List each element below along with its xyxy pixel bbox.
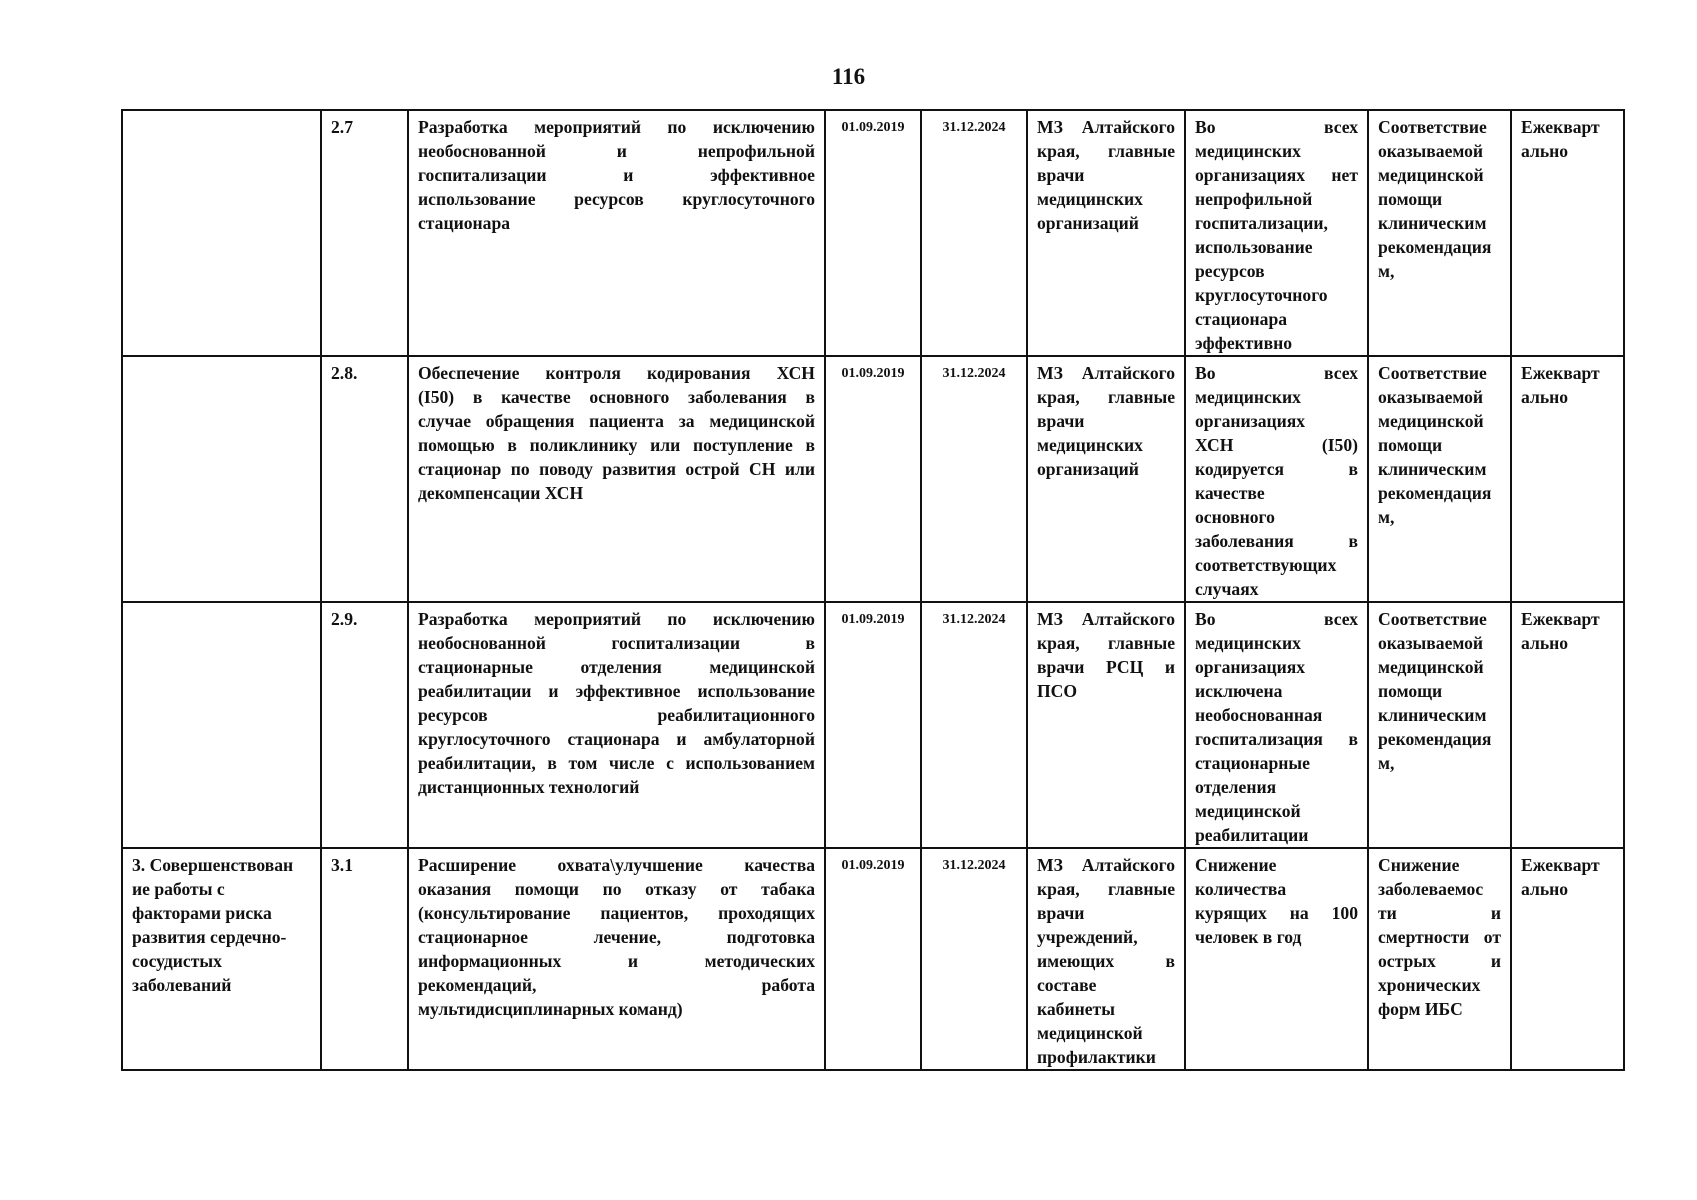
result-cell-line: заболевания в <box>1195 531 1358 551</box>
frequency-cell-line: ально <box>1521 141 1569 161</box>
responsible-cell-line: медицинской <box>1037 1023 1143 1043</box>
result-cell-line: реабилитации <box>1195 825 1309 845</box>
result-cell-line: использование <box>1195 237 1313 257</box>
end-date-cell: 31.12.2024 <box>921 110 1027 356</box>
responsible-cell-line: края, главные <box>1037 633 1175 653</box>
result-cell-line: непрофильной <box>1195 189 1313 209</box>
indicator-cell-line: рекомендация <box>1378 237 1492 257</box>
result-cell-line: стационара <box>1195 309 1288 329</box>
indicator-cell-line: оказываемой <box>1378 141 1484 161</box>
activity-cell-line: ресурсов реабилитационного <box>418 705 815 725</box>
result-cell-line: случаях <box>1195 579 1259 599</box>
indicator-cell-line: помощи <box>1378 681 1443 701</box>
responsible-cell-line: врачи РСЦ и <box>1037 657 1175 677</box>
result-cell-line: госпитализация в <box>1195 729 1358 749</box>
item-number-cell: 3.1 <box>321 848 408 1070</box>
responsible-cell-line: профилактики <box>1037 1047 1156 1067</box>
indicator-cell-line: Снижение <box>1378 855 1460 875</box>
section-cell <box>122 602 321 848</box>
responsible-cell-line: края, главные <box>1037 879 1175 899</box>
indicator-cell-line: Соответствие <box>1378 363 1487 383</box>
indicator-cell-line: медицинской <box>1378 411 1484 431</box>
section-cell-line: сосудистых <box>132 951 222 971</box>
end-date-cell: 31.12.2024 <box>921 356 1027 602</box>
indicator-cell-line: хронических <box>1378 975 1481 995</box>
responsible-cell <box>1027 848 1185 1070</box>
responsible-cell-line: кабинеты <box>1037 999 1115 1019</box>
start-date-cell: 01.09.2019 <box>825 848 921 1070</box>
start-date-cell: 01.09.2019 <box>825 602 921 848</box>
frequency-cell-line: Ежекварт <box>1521 609 1600 629</box>
indicator-cell-line: рекомендация <box>1378 729 1492 749</box>
activity-cell-line: Разработка мероприятий по исключению <box>418 609 815 629</box>
responsible-cell <box>1027 356 1185 602</box>
activity-cell-line: информационных и методических <box>418 951 815 971</box>
responsible-cell-line: медицинских <box>1037 435 1143 455</box>
indicator-cell <box>1368 848 1511 1070</box>
start-date-cell: 01.09.2019 <box>825 110 921 356</box>
activity-cell-line: госпитализации и эффективное <box>418 165 815 185</box>
result-cell-line: кодируется в <box>1195 459 1358 479</box>
activity-cell-line: помощью в поликлинику или поступление в <box>418 435 815 455</box>
activity-cell-line: Разработка мероприятий по исключению <box>418 117 815 137</box>
responsible-cell-line: врачи <box>1037 411 1085 431</box>
activity-cell <box>408 110 825 356</box>
activity-cell-line: мультидисциплинарных команд) <box>418 999 683 1019</box>
indicator-cell-line: смертности от <box>1378 927 1501 947</box>
result-cell-line: человек в год <box>1195 927 1302 947</box>
responsible-cell <box>1027 110 1185 356</box>
responsible-cell-line: края, главные <box>1037 387 1175 407</box>
activity-cell-line: (консультирование пациентов, проходящих <box>418 903 815 923</box>
plan-table <box>121 109 1625 1071</box>
activity-cell-line: необоснованной и непрофильной <box>418 141 815 161</box>
result-cell <box>1185 110 1368 356</box>
indicator-cell-line: Соответствие <box>1378 609 1487 629</box>
activity-cell-line: реабилитации и эффективное использование <box>418 681 815 701</box>
activity-cell-line: Обеспечение контроля кодирования ХСН <box>418 363 815 383</box>
section-cell <box>122 848 321 1070</box>
result-cell-line: курящих на 100 <box>1195 903 1358 923</box>
responsible-cell-line: имеющих в <box>1037 951 1175 971</box>
result-cell-line: соответствующих <box>1195 555 1337 575</box>
section-cell-line: 3. Совершенствован <box>132 855 294 875</box>
result-cell-line: необоснованная <box>1195 705 1323 725</box>
item-number-cell: 2.9. <box>321 602 408 848</box>
result-cell <box>1185 848 1368 1070</box>
indicator-cell-line: острых и <box>1378 951 1501 971</box>
frequency-cell-line: ально <box>1521 633 1569 653</box>
result-cell-line: организациях <box>1195 411 1306 431</box>
result-cell <box>1185 356 1368 602</box>
activity-cell-line: (I50) в качестве основного заболевания в <box>418 387 815 407</box>
table-row <box>122 848 1624 1070</box>
indicator-cell-line: заболеваемос <box>1378 879 1484 899</box>
table-row <box>122 356 1624 602</box>
activity-cell-line: стационар по поводу развития острой СН или <box>418 459 815 479</box>
indicator-cell-line: м, <box>1378 507 1395 527</box>
activity-cell-line: реабилитации, в том числе с использованием <box>418 753 815 773</box>
indicator-cell-line: клиническим <box>1378 213 1487 233</box>
activity-cell-line: рекомендаций, работа <box>418 975 815 995</box>
indicator-cell-line: м, <box>1378 261 1395 281</box>
section-cell-line: факторами риска <box>132 903 272 923</box>
section-cell <box>122 356 321 602</box>
result-cell-line: медицинских <box>1195 387 1301 407</box>
item-number-cell: 2.7 <box>321 110 408 356</box>
responsible-cell-line: края, главные <box>1037 141 1175 161</box>
page-number: 116 <box>831 64 866 89</box>
result-cell-line: госпитализации, <box>1195 213 1328 233</box>
activity-cell-line: стационарные отделения медицинской <box>418 657 815 677</box>
responsible-cell-line: организаций <box>1037 459 1139 479</box>
activity-cell <box>408 602 825 848</box>
indicator-cell-line: м, <box>1378 753 1395 773</box>
item-number-cell: 2.8. <box>321 356 408 602</box>
section-cell <box>122 110 321 356</box>
indicator-cell-line: помощи <box>1378 435 1443 455</box>
end-date-cell: 31.12.2024 <box>921 848 1027 1070</box>
result-cell-line: исключена <box>1195 681 1283 701</box>
result-cell-line: медицинской <box>1195 801 1301 821</box>
indicator-cell-line: медицинской <box>1378 165 1484 185</box>
activity-cell-line: круглосуточного стационара и амбулаторной <box>418 729 815 749</box>
responsible-cell <box>1027 602 1185 848</box>
result-cell-line: эффективно <box>1195 333 1293 353</box>
indicator-cell-line: форм ИБС <box>1378 999 1463 1019</box>
responsible-cell-line: медицинских <box>1037 189 1143 209</box>
table-body <box>122 110 1624 1070</box>
responsible-cell-line: МЗ Алтайского <box>1037 117 1175 137</box>
result-cell-line: Снижение <box>1195 855 1277 875</box>
result-cell-line: Во всех <box>1195 117 1358 137</box>
activity-cell-line: необоснованной госпитализации в <box>418 633 815 653</box>
activity-cell-line: стационара <box>418 213 511 233</box>
indicator-cell-line: ти и <box>1378 903 1501 923</box>
activity-cell <box>408 848 825 1070</box>
result-cell-line: ресурсов <box>1195 261 1265 281</box>
indicator-cell-line: оказываемой <box>1378 633 1484 653</box>
section-cell-line: развития сердечно- <box>132 927 287 947</box>
activity-cell-line: стационарное лечение, подготовка <box>418 927 815 947</box>
frequency-cell <box>1511 602 1624 848</box>
result-cell-line: медицинских <box>1195 141 1301 161</box>
result-cell-line: медицинских <box>1195 633 1301 653</box>
frequency-cell-line: Ежекварт <box>1521 363 1600 383</box>
section-cell-line: заболеваний <box>132 975 232 995</box>
result-cell-line: качестве <box>1195 483 1265 503</box>
responsible-cell-line: МЗ Алтайского <box>1037 363 1175 383</box>
indicator-cell-line: Соответствие <box>1378 117 1487 137</box>
indicator-cell-line: клиническим <box>1378 705 1487 725</box>
result-cell-line: стационарные <box>1195 753 1310 773</box>
responsible-cell-line: врачи <box>1037 165 1085 185</box>
responsible-cell-line: МЗ Алтайского <box>1037 855 1175 875</box>
result-cell <box>1185 602 1368 848</box>
indicator-cell-line: рекомендация <box>1378 483 1492 503</box>
responsible-cell-line: составе <box>1037 975 1097 995</box>
responsible-cell-line: учреждений, <box>1037 927 1138 947</box>
result-cell-line: организациях нет <box>1195 165 1358 185</box>
result-cell-line: организациях <box>1195 657 1306 677</box>
frequency-cell-line: ально <box>1521 387 1569 407</box>
frequency-cell <box>1511 848 1624 1070</box>
responsible-cell-line: ПСО <box>1037 681 1078 701</box>
responsible-cell-line: врачи <box>1037 903 1085 923</box>
result-cell-line: количества <box>1195 879 1287 899</box>
activity-cell-line: Расширение охвата\улучшение качества <box>418 855 815 875</box>
indicator-cell <box>1368 602 1511 848</box>
activity-cell-line: декомпенсации ХСН <box>418 483 584 503</box>
result-cell-line: Во всех <box>1195 609 1358 629</box>
frequency-cell-line: Ежекварт <box>1521 117 1600 137</box>
indicator-cell-line: медицинской <box>1378 657 1484 677</box>
activity-cell <box>408 356 825 602</box>
section-cell-line: ие работы с <box>132 879 225 899</box>
indicator-cell-line: клиническим <box>1378 459 1487 479</box>
result-cell-line: отделения <box>1195 777 1277 797</box>
indicator-cell-line: оказываемой <box>1378 387 1484 407</box>
result-cell-line: основного <box>1195 507 1275 527</box>
responsible-cell-line: организаций <box>1037 213 1139 233</box>
frequency-cell <box>1511 110 1624 356</box>
responsible-cell-line: МЗ Алтайского <box>1037 609 1175 629</box>
start-date-cell: 01.09.2019 <box>825 356 921 602</box>
result-cell-line: круглосуточного <box>1195 285 1328 305</box>
activity-cell-line: дистанционных технологий <box>418 777 640 797</box>
activity-cell-line: случае обращения пациента за медицинской <box>418 411 815 431</box>
result-cell-line: Во всех <box>1195 363 1358 383</box>
activity-cell-line: оказания помощи по отказу от табака <box>418 879 815 899</box>
activity-cell-line: использование ресурсов круглосуточного <box>418 189 815 209</box>
frequency-cell-line: ально <box>1521 879 1569 899</box>
indicator-cell-line: помощи <box>1378 189 1443 209</box>
frequency-cell <box>1511 356 1624 602</box>
end-date-cell: 31.12.2024 <box>921 602 1027 848</box>
indicator-cell <box>1368 356 1511 602</box>
indicator-cell <box>1368 110 1511 356</box>
frequency-cell-line: Ежекварт <box>1521 855 1600 875</box>
result-cell-line: ХСН (I50) <box>1195 435 1358 455</box>
table-row <box>122 110 1624 356</box>
table-row <box>122 602 1624 848</box>
